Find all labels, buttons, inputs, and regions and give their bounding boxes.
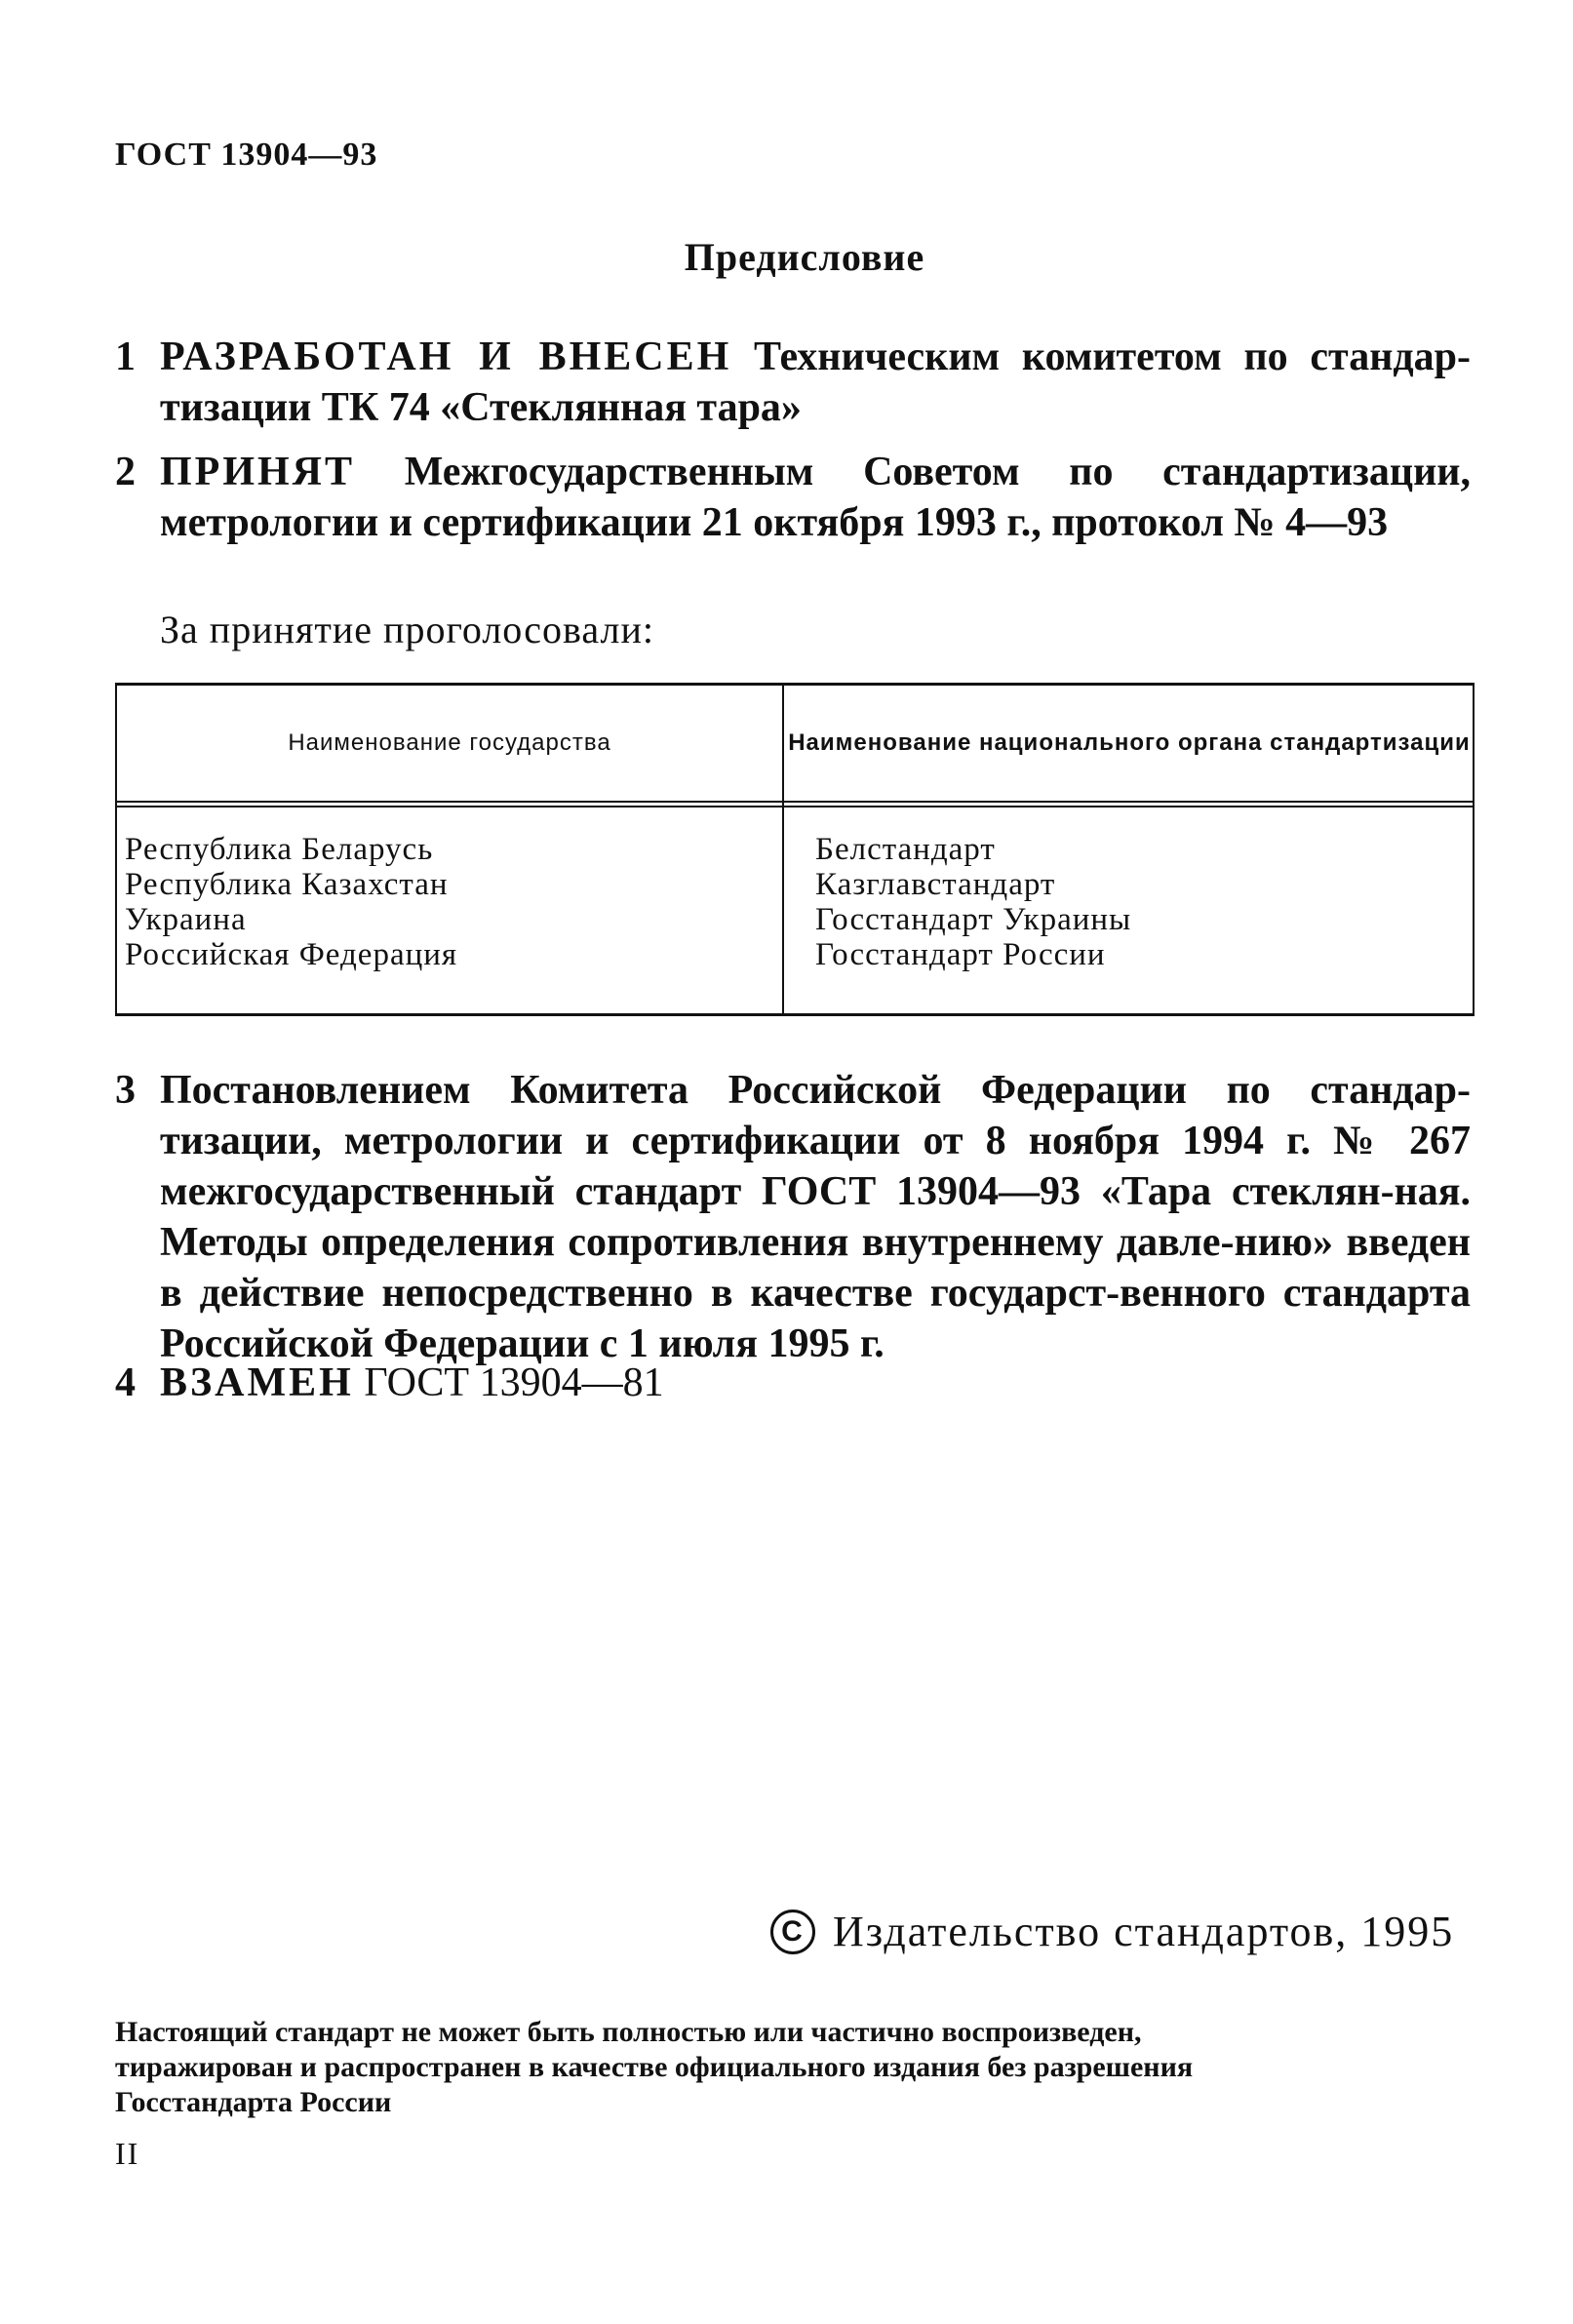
table-header-body: Наименование национального органа стандартизации (788, 729, 1471, 756)
foreword-item-3 (115, 1065, 1471, 1369)
item-text: ГОСТ 13904—81 (364, 1360, 664, 1405)
table-cell-body: Госстандарт России (815, 937, 1106, 972)
item-number: 2 (115, 450, 136, 494)
table-cell-state: Республика Беларусь (125, 832, 434, 867)
table-cell-body: Казглавстандарт (815, 867, 1056, 902)
item-lead: ВЗАМЕН (160, 1360, 354, 1405)
table-cell-state: Украина (125, 902, 247, 937)
foreword-item-1 (115, 332, 1471, 433)
page-number: II (115, 2136, 140, 2171)
item-lead: ПРИНЯТ (160, 450, 356, 494)
copyright-text: Издательство стандартов, 1995 (833, 1908, 1455, 1955)
table-cell-body: Белстандарт (815, 832, 996, 867)
table-cell-state: Республика Казахстан (125, 867, 449, 902)
foreword-item-4 (115, 1358, 1471, 1408)
notice-line: Настоящий стандарт не может быть полностью или частично воспроизведен, (115, 2016, 1142, 2048)
item-text: Техническим комитетом по стандар-тизации ТК 74 «Стеклянная тара» (160, 335, 1471, 430)
copyright-icon: C (770, 1910, 815, 1954)
table-cell-state: Российская Федерация (125, 937, 458, 972)
table-header-divider (117, 801, 1473, 807)
item-number: 4 (115, 1360, 136, 1405)
notice-line: Госстандарта России (115, 2086, 392, 2118)
voted-label: За принятие проголосовали: (160, 608, 654, 651)
foreword-item-2 (115, 447, 1471, 548)
table-cell-body: Госстандарт Украины (815, 902, 1132, 937)
item-lead: РАЗРАБОТАН И ВНЕСЕН (160, 335, 732, 379)
table-column-bodies (815, 832, 1131, 972)
voting-table (115, 683, 1475, 1016)
table-column-states (125, 832, 457, 972)
item-number: 3 (115, 1068, 136, 1113)
page-title: Предисловие (684, 235, 925, 279)
notice-line: тиражирован и распространен в качестве официального издания без разрешения (115, 2051, 1194, 2083)
item-number: 1 (115, 335, 136, 379)
reproduction-notice (115, 2015, 1475, 2120)
item-text: Постановлением Комитета Российской Федерации по стандар-тизации, метрологии и сертификации от 8 ноября 1994 г. № 267 межгосударственный стандарт ГОСТ 13904—93 «Тара стеклян-ная. Методы определения сопротивления внутреннему давле-нию» введен в действие непосредственно в качестве государст-венного стандарта Российской Федерации с 1 июля 1995 г. (160, 1068, 1471, 1366)
copyright-line (770, 1907, 1454, 1956)
table-header-state: Наименование государства (288, 729, 611, 756)
document-code-header: ГОСТ 13904—93 (115, 137, 378, 173)
item-text: Межгосударственным Советом по стандартизации, метрологии и сертификации 21 октября 1993 г., протокол № 4—93 (160, 450, 1472, 545)
